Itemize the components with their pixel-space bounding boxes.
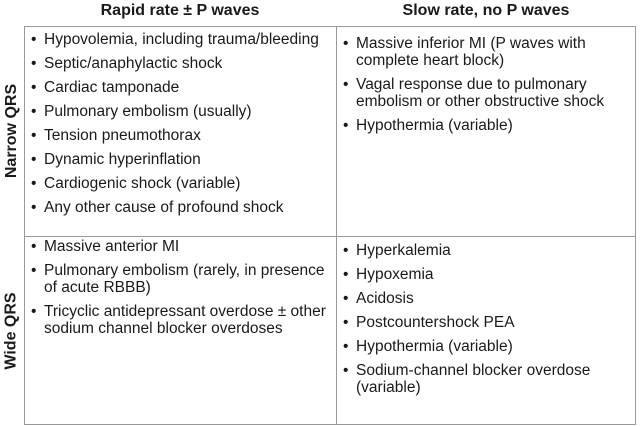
list-item: • Massive anterior MI xyxy=(28,238,334,255)
row-header-narrow-qrs: Narrow QRS xyxy=(3,83,20,179)
list-item: • Tension pneumothorax xyxy=(28,127,334,144)
list-item: • Sodium-channel blocker overdose (variable) xyxy=(340,362,632,396)
bullet-list xyxy=(340,242,632,396)
column-header-rapid-rate: Rapid rate ± P waves xyxy=(100,2,260,19)
list-item: • Postcountershock PEA xyxy=(340,314,632,331)
list-item: • Hyperkalemia xyxy=(340,242,632,259)
list-item: • Pulmonary embolism (rarely, in presence of acute RBBB) xyxy=(28,262,334,296)
list-item: • Cardiac tamponade xyxy=(28,79,334,96)
row-header-narrow-qrs-wrapper xyxy=(0,26,24,236)
row-header-wide-qrs: Wide QRS xyxy=(3,292,21,370)
list-item: • Hypoxemia xyxy=(340,266,632,283)
list-item: • Dynamic hyperinflation xyxy=(28,151,334,168)
list-item: • Tricyclic antidepressant overdose ± other sodium channel blocker overdoses xyxy=(28,303,334,337)
list-item: • Septic/anaphylactic shock xyxy=(28,55,334,72)
column-divider xyxy=(336,26,337,425)
list-item: • Cardiogenic shock (variable) xyxy=(28,175,334,192)
row-divider xyxy=(24,236,636,237)
row-header-wide-qrs-wrapper xyxy=(0,236,24,426)
list-item: • Hypothermia (variable) xyxy=(340,338,632,355)
column-header-slow-rate: Slow rate, no P waves xyxy=(402,2,570,19)
bullet-list xyxy=(340,35,632,134)
bullet-list xyxy=(28,238,334,337)
cell-narrow-rapid xyxy=(28,31,334,223)
cell-narrow-slow xyxy=(340,35,632,141)
bullet-list xyxy=(28,31,334,216)
list-item: • Vagal response due to pulmonary embolism or other obstructive shock xyxy=(340,76,632,110)
cell-wide-rapid xyxy=(28,238,334,344)
list-item: • Pulmonary embolism (usually) xyxy=(28,103,334,120)
list-item: • Hypothermia (variable) xyxy=(340,117,632,134)
list-item: • Any other cause of profound shock xyxy=(28,199,334,216)
cell-wide-slow xyxy=(340,242,632,403)
list-item: • Acidosis xyxy=(340,290,632,307)
list-item: • Massive inferior MI (P waves with complete heart block) xyxy=(340,35,632,69)
list-item: • Hypovolemia, including trauma/bleeding xyxy=(28,31,334,48)
